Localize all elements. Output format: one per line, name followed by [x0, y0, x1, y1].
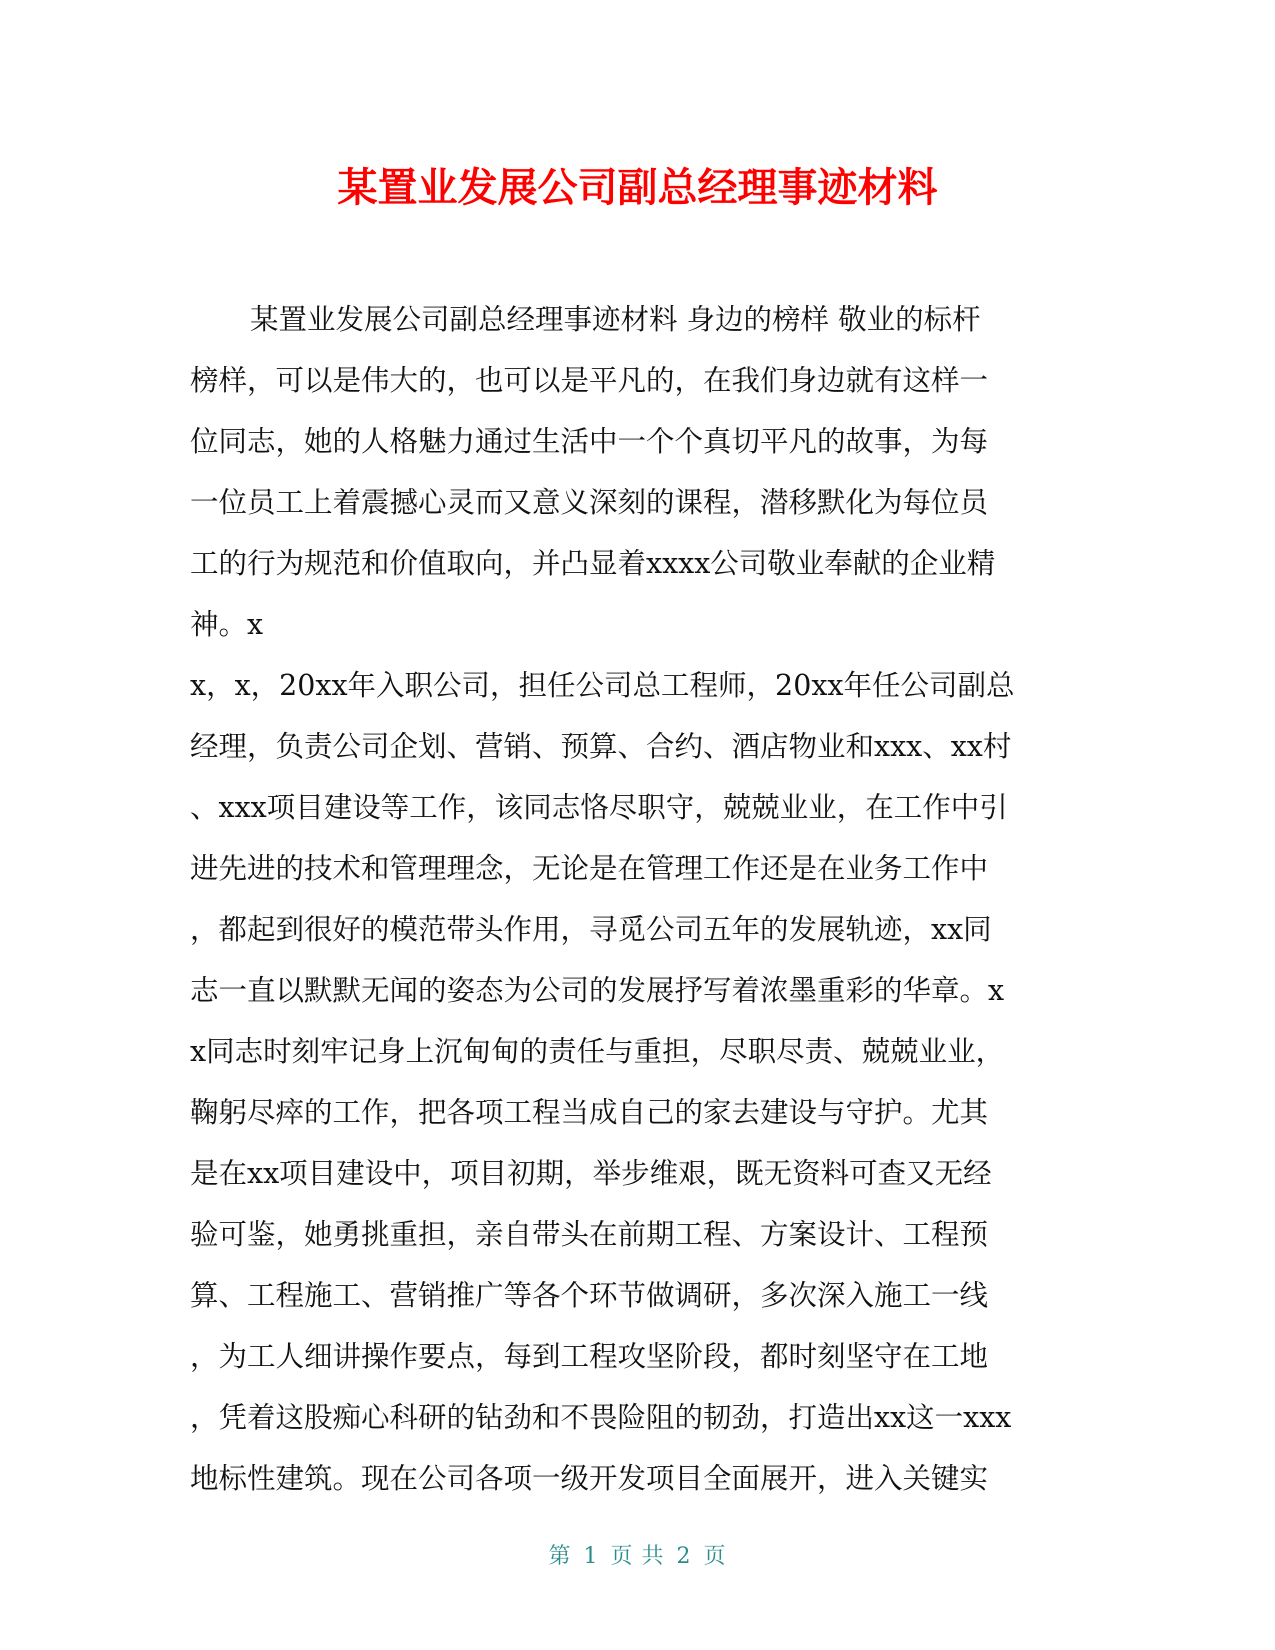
footer-middle: 页 共 — [610, 1544, 665, 1569]
footer-page-number: 1 — [583, 1544, 599, 1569]
footer-total-pages: 2 — [676, 1544, 692, 1569]
body-line: x同志时刻牢记身上沉甸甸的责任与重担，尽职尽责、兢兢业业， — [190, 1035, 1005, 1068]
body-line: 是在xx项目建设中，项目初期，举步维艰，既无资料可查又无经 — [190, 1157, 992, 1190]
body-line: 算、工程施工、营销推广等各个环节做调研，多次深入施工一线 — [190, 1279, 989, 1312]
body-line: ，都起到很好的模范带头作用，寻觅公司五年的发展轨迹，xx同 — [190, 913, 992, 946]
footer-prefix: 第 — [548, 1544, 572, 1569]
body-line: x，x，20xx年入职公司，担任公司总工程师，20xx年任公司副总 — [190, 669, 1015, 702]
page-footer — [0, 1539, 1275, 1570]
body-line: 经理，负责公司企划、营销、预算、合约、酒店物业和xxx、xx村 — [190, 730, 1012, 763]
body-line: 神。x — [190, 608, 264, 641]
body-line: 进先进的技术和管理理念，无论是在管理工作还是在业务工作中 — [190, 852, 989, 885]
document-body — [190, 289, 1070, 1509]
body-line: ，凭着这股痴心科研的钻劲和不畏险阻的韧劲，打造出xx这一xxx — [190, 1401, 1012, 1434]
body-line: 验可鉴，她勇挑重担，亲自带头在前期工程、方案设计、工程预 — [190, 1218, 989, 1251]
footer-suffix: 页 — [703, 1544, 727, 1569]
body-line: 鞠躬尽瘁的工作，把各项工程当成自己的家去建设与守护。尤其 — [190, 1096, 989, 1129]
body-line: 位同志，她的人格魅力通过生活中一个个真切平凡的故事，为每 — [190, 425, 989, 458]
body-line: 榜样，可以是伟大的，也可以是平凡的，在我们身边就有这样一 — [190, 364, 989, 397]
body-line: 一位员工上着震撼心灵而又意义深刻的课程，潜移默化为每位员 — [190, 486, 989, 519]
body-line: 、xxx项目建设等工作，该同志恪尽职守，兢兢业业，在工作中引 — [190, 791, 1008, 824]
body-line: 志一直以默默无闻的姿态为公司的发展抒写着浓墨重彩的华章。x — [190, 974, 1005, 1007]
body-line: ，为工人细讲操作要点，每到工程攻坚阶段，都时刻坚守在工地 — [190, 1340, 989, 1373]
body-line: 工的行为规范和价值取向，并凸显着xxxx公司敬业奉献的企业精 — [190, 547, 996, 580]
body-line: 某置业发展公司副总经理事迹材料 身边的榜样 敬业的标杆 — [250, 303, 981, 336]
body-line: 地标性建筑。现在公司各项一级开发项目全面展开，进入关键实 — [190, 1462, 989, 1495]
document-title: 某置业发展公司副总经理事迹材料 — [337, 165, 938, 211]
